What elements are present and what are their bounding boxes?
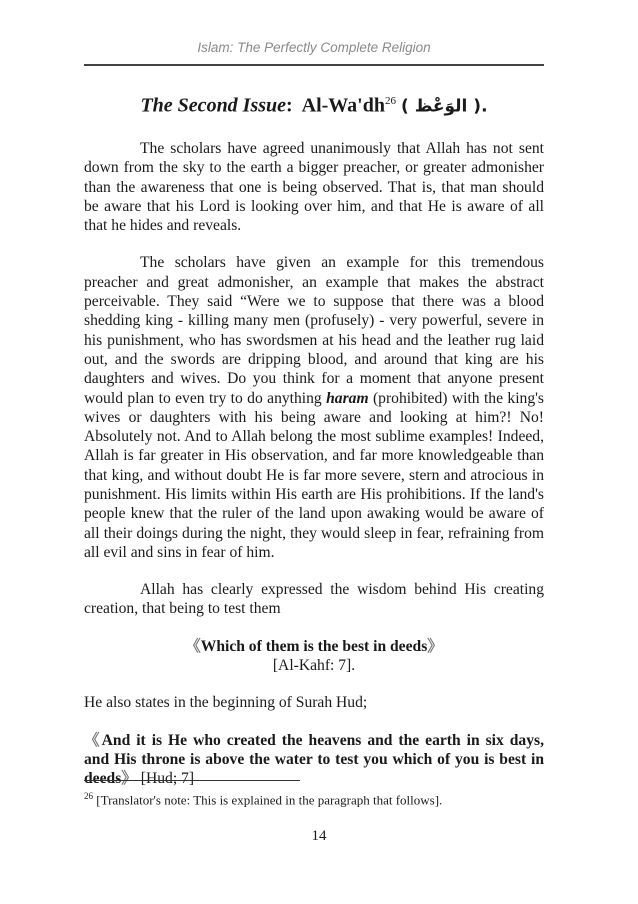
page-body [84, 92, 544, 807]
paragraph-king-after: (prohibited) with the king's wives or daughters with his being aware and looking at him?! No! Absolutely not. And to Allah belong the most sublime examples! Indeed, Allah is far greater in His observation, and far more knowledgeable than that king, and without doubt He is far more severe, stern and atrocious in punishment. His limits within His earth are His prohibitions. If the land's people knew that the ruler of the land upon awaking would be aware of all their doings during the night, they would sleep in fear, refraining from all evil and sins in fear of him. [84, 389, 545, 561]
page-number: 14 [311, 828, 327, 844]
header-divider [84, 64, 544, 66]
paragraph-awareness: The scholars have agreed unanimously that Allah has not sent down from the sky to the earth a bigger preacher, or greater admonisher than the awareness that one is being observed. That is, that man should be aware that his Lord is looking over him, and that He is aware of all that he hides and reveals. [84, 139, 544, 235]
footnote-divider [84, 780, 300, 781]
footnote-text: [Translator's note: This is explained in the paragraph that follows]. [93, 792, 443, 808]
title-arabic-word: الوَعْظ [414, 96, 468, 117]
verse-kahf [84, 637, 544, 676]
haram-term: haram [326, 389, 369, 407]
title-colon: : [286, 94, 293, 117]
verse-open-bracket: 《 [84, 731, 102, 749]
verse-kahf-text: Which of them is the best in deeds [200, 637, 428, 655]
title-arabic-open: ( [400, 96, 409, 117]
paragraph-transition: He also states in the beginning of Surah Hud; [84, 694, 368, 712]
footnote [84, 788, 544, 808]
verse-kahf-reference: [Al-Kahf: 7]. [272, 657, 356, 675]
paragraph-wisdom: Allah has clearly expressed the wisdom behind His creating creation, that being to test them [84, 581, 544, 618]
title-arabic-close: ). [473, 96, 488, 117]
running-header: Islam: The Perfectly Complete Religion [197, 40, 431, 55]
verse-hud-text: And it is He who created the heavens and the earth in six days, and His throne is above the water to test you which of you is best in deeds [84, 731, 544, 788]
paragraph-king-example [84, 253, 544, 562]
footnote-number: 26 [84, 791, 93, 801]
footnote-reference: 26 [384, 95, 396, 107]
title-arabic [401, 97, 488, 117]
title-lead: The Second Issue [140, 94, 287, 117]
section-title [84, 92, 544, 117]
paragraph-king-before: The scholars have given an example for this tremendous preacher and great admonisher, an example that makes the abstract perceivable. They said “Were we to suppose that there was a blood shedding king - killing many men (profusely) - very powerful, severe in his punishment, who has swordsmen at his head and the leather rug laid out, and the swords are dripping blood, and around that king are his daughters and wives. Do you think for a moment that anyone present would plan to even try to do anything [84, 254, 544, 407]
verse-open-bracket: 《 [185, 637, 201, 655]
verse-close-bracket: 》 [121, 770, 137, 788]
verse-hud-reference: [Hud; 7] [136, 770, 195, 788]
verse-close-bracket: 》 [427, 637, 443, 655]
title-subject: Al-Wa'dh [301, 94, 385, 117]
